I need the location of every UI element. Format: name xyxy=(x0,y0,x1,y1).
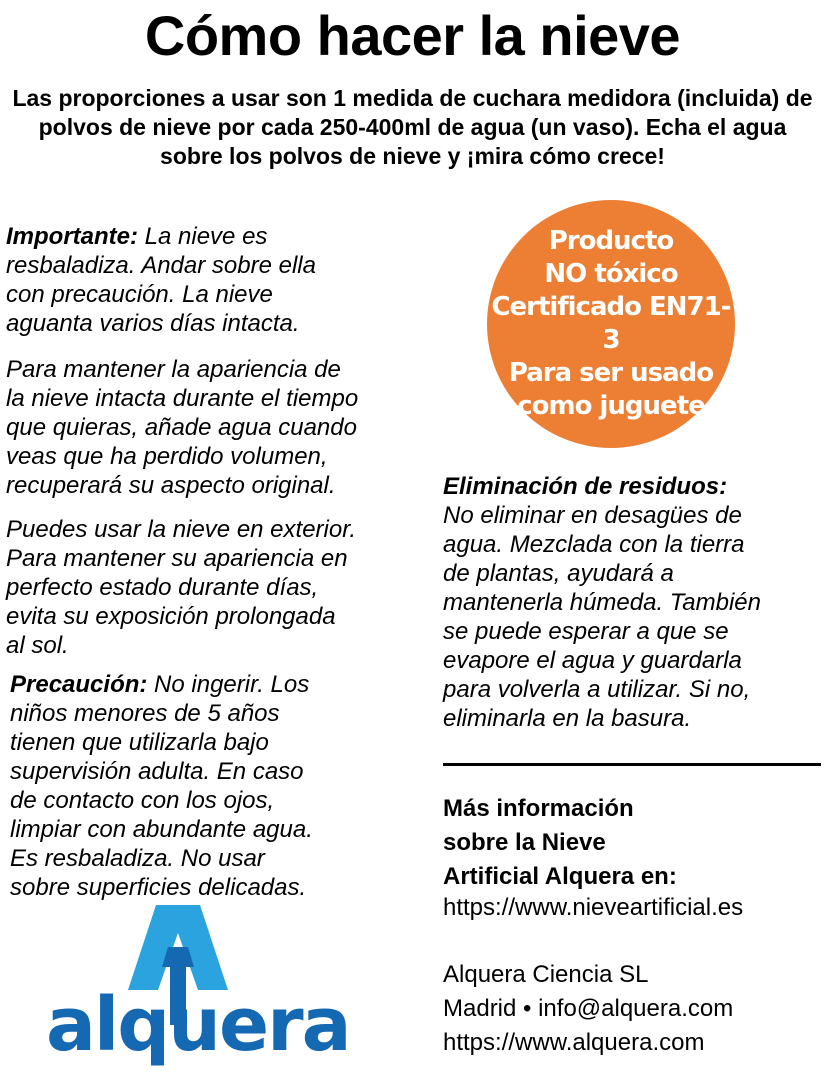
important-note xyxy=(6,222,426,338)
important-text: La nieve es resbaladiza. Andar sobre ella con precaución. La nieve aguanta varios días intacta. xyxy=(6,223,316,337)
instructions-intro: Las proporciones a usar son 1 medida de cuchara medidora (incluida) de polvos de nieve por cada 250-400ml de agua (un vaso). Echa el agua sobre los polvos de nieve y ¡mira cómo crece! xyxy=(12,85,813,169)
disposal-note xyxy=(443,472,825,733)
section-divider xyxy=(443,763,821,766)
precaution-text: No ingerir. Los niños menores de 5 años tienen que utilizarla bajo supervisión adulta. En caso de contacto con los ojos, limpiar con abundante agua. Es resbaladiza. No usar sobre superficies delicadas. xyxy=(10,671,313,901)
alquera-website-link[interactable]: https://www.alquera.com xyxy=(443,1029,705,1056)
disposal-text: No eliminar en desagües de agua. Mezclada con la tierra de plantas, ayudará a mantenerla húmeda. También se puede esperar a que se evapore el agua y guardarla para volverla a utilizar. Si no, eliminarla en la basura. xyxy=(443,502,761,732)
important-label: Importante: xyxy=(6,223,138,250)
outdoor-note: Puedes usar la nieve en exterior. Para mantener su apariencia en perfecto estado durante días, evita su exposición prolongada al sol. xyxy=(6,516,356,659)
nieve-website-link[interactable]: https://www.nieveartificial.es xyxy=(443,894,744,921)
maintain-note: Para mantener la apariencia de la nieve intacta durante el tiempo que quieras, añade agua cuando veas que ha perdido volumen, recuperará su aspecto original. xyxy=(6,356,359,499)
precaution-label: Precaución: xyxy=(10,671,148,698)
alquera-wordmark: alquera xyxy=(46,982,350,1068)
company-name: Alquera Ciencia SL xyxy=(443,961,649,988)
contact-block xyxy=(443,958,733,1060)
page-title: Cómo hacer la nieve xyxy=(144,4,681,67)
precaution-note xyxy=(10,670,430,902)
more-info-heading: Más información sobre la Nieve Artificial Alquera en: xyxy=(443,795,677,890)
city-email: Madrid • info@alquera.com xyxy=(443,995,734,1022)
disposal-label: Eliminación de residuos: xyxy=(443,473,728,500)
non-toxic-badge: Producto NO tóxico Certificado EN71-3 Para ser usado como juguete xyxy=(487,200,735,448)
